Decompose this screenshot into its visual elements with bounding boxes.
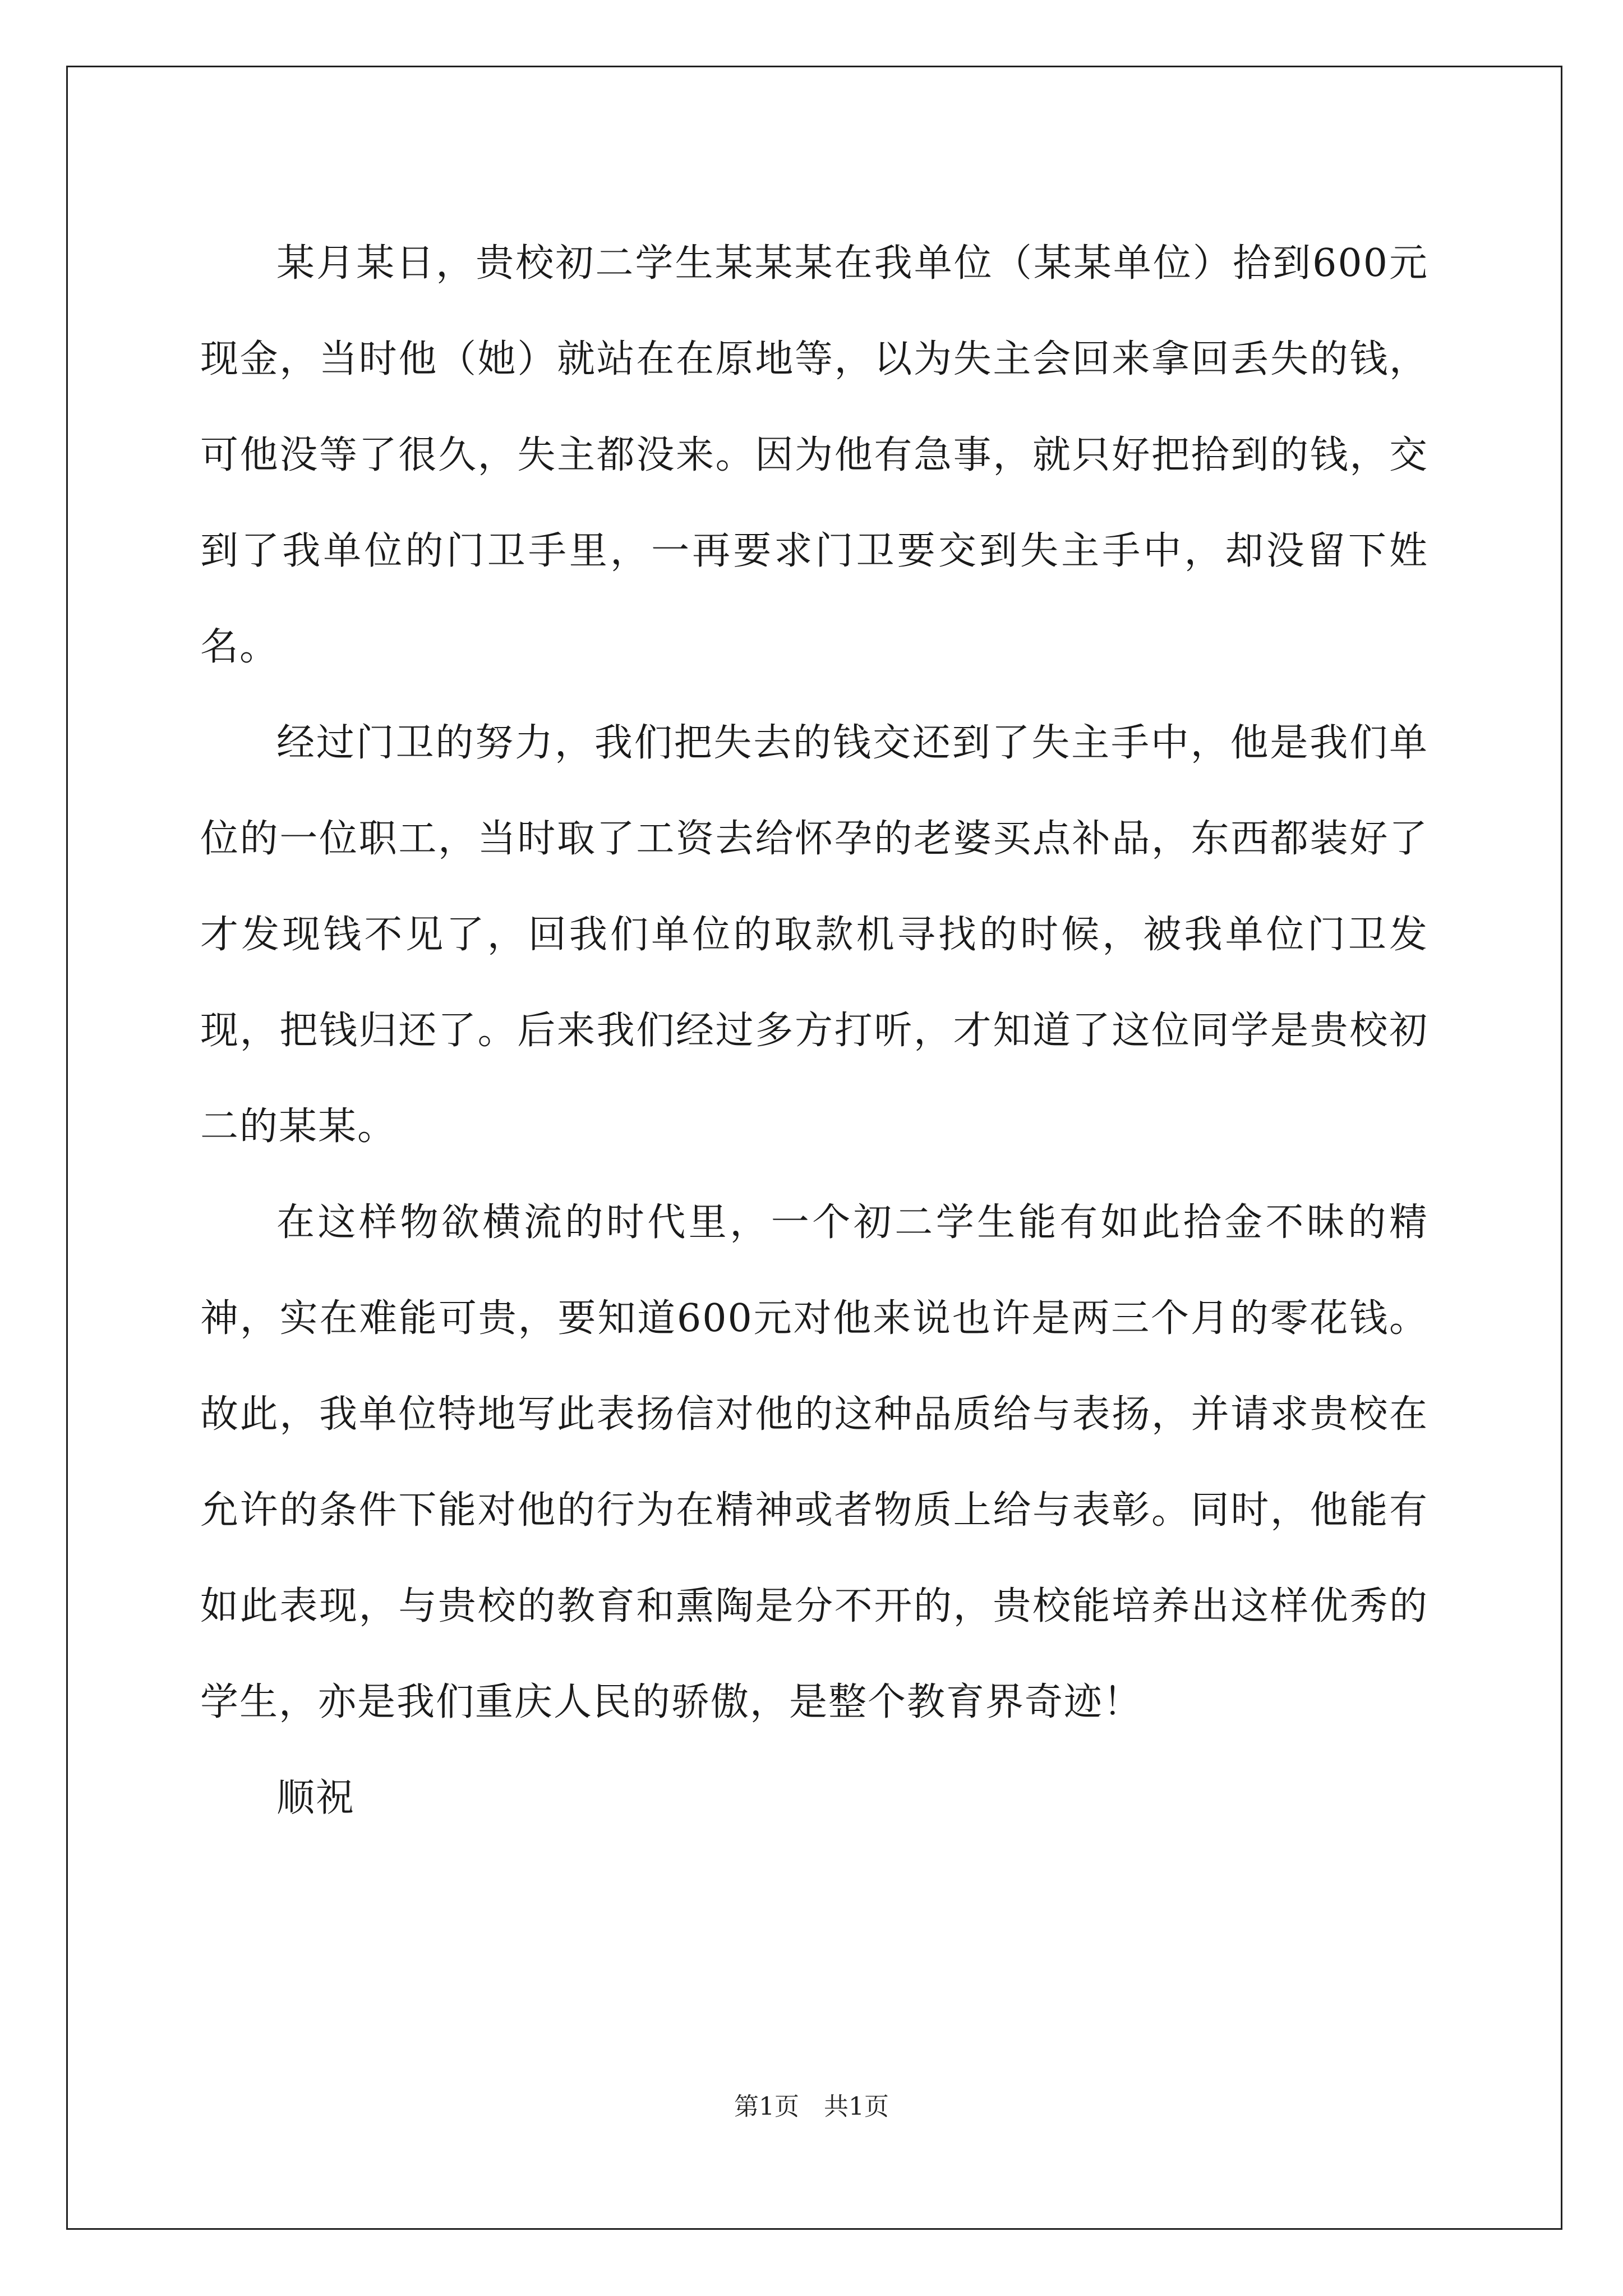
closing-salutation: 顺祝 — [276, 1776, 356, 1820]
paragraph-1: 某月某日，贵校初二学生某某某在我单位（某某单位）拾到600元现金，当时他（她）就站在在原地等，以为失主会回来拿回丢失的钱，可他没等了很久，失主都没来。因为他有急事，就只好把拾到的钱，交到了我单位的门卫手里，一再要求门卫要交到失主手中，却没留下姓名。 — [200, 241, 1428, 669]
page-footer — [0, 2090, 1623, 2124]
page-count: 共1页 — [824, 2092, 889, 2121]
letter-body — [200, 215, 1428, 1846]
page-number: 第1页 — [734, 2092, 799, 2121]
paragraph-2: 经过门卫的努力，我们把失去的钱交还到了失主手中，他是我们单位的一位职工，当时取了工资去给怀孕的老婆买点补品，东西都装好了才发现钱不见了，回我们单位的取款机寻找的时候，被我单位门卫发现，把钱归还了。后来我们经过多方打听，才知道了这位同学是贵校初二的某某。 — [200, 721, 1428, 1149]
paragraph-3: 在这样物欲横流的时代里，一个初二学生能有如此拾金不昧的精神，实在难能可贵，要知道600元对他来说也许是两三个月的零花钱。故此，我单位特地写此表扬信对他的这种品质给与表扬，并请求贵校在允许的条件下能对他的行为在精神或者物质上给与表彰。同时，他能有如此表现，与贵校的教育和熏陶是分不开的，贵校能培养出这样优秀的学生，亦是我们重庆人民的骄傲，是整个教育界奇迹！ — [200, 1200, 1428, 1724]
